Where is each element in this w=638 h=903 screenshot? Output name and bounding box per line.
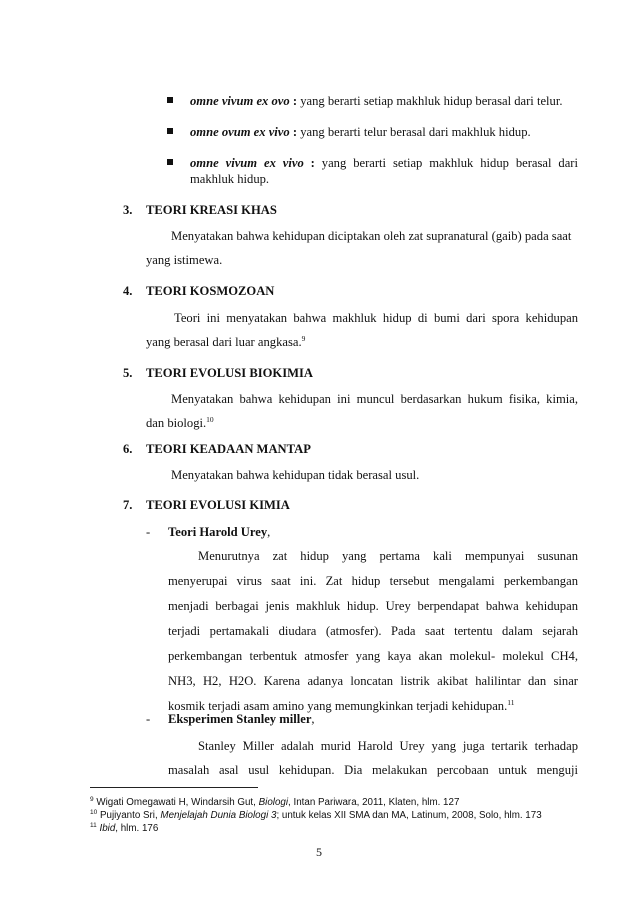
footnote — [90, 810, 542, 822]
bullet-line-2 — [190, 124, 531, 140]
title-suffix: , — [267, 525, 271, 539]
section-title: TEORI KREASI KHAS — [146, 203, 277, 217]
paragraph-line: Stanley Miller adalah murid Harold Urey yang juga tertarik terhadap — [198, 739, 578, 753]
subsection-title-line — [168, 711, 315, 727]
dash-marker: - — [146, 712, 151, 726]
paragraph-line: perkembangan terbentuk atmosfer yang kaya akan molekul- molekul CH4, — [168, 649, 578, 663]
footnote-divider — [90, 787, 258, 788]
bullet-icon — [167, 128, 173, 134]
paragraph-line: Menurutnya zat hidup yang pertama kali mempunyai susunan — [198, 549, 578, 563]
subsection-title: Eksperimen Stanley miller — [168, 712, 312, 726]
footnote-text: , Intan Pariwara, 2011, Klaten, hlm. 127 — [288, 797, 460, 808]
term-separator: : — [303, 156, 322, 170]
title-suffix: , — [311, 712, 315, 726]
section-body: Menyatakan bahwa kehidupan tidak berasal usul. — [171, 468, 420, 482]
section-number: 3. — [123, 203, 133, 217]
paragraph-line: NH3, H2, H2O. Karena adanya loncatan listrik akibat halilintar dan sinar — [168, 674, 578, 688]
paragraph-line: menyerupai virus saat ini. Zat hidup tersebut mengalami perkembangan — [168, 574, 578, 588]
footnote-title: Menjelajah Dunia Biologi 3 — [160, 810, 277, 821]
footnote-number: 10 — [90, 809, 98, 816]
footnote-ref: 11 — [507, 698, 515, 707]
section-body-cont — [146, 415, 214, 431]
footnote — [90, 797, 459, 809]
bullet-line-3-cont: makhluk hidup. — [190, 172, 270, 186]
section-number: 5. — [123, 366, 133, 380]
term-separator: : — [289, 125, 301, 139]
footnote-text: , hlm. 176 — [115, 823, 159, 834]
term-separator: : — [289, 94, 301, 108]
section-number: 4. — [123, 284, 133, 298]
section-title: TEORI KOSMOZOAN — [146, 284, 275, 298]
section-body-cont: yang istimewa. — [146, 253, 223, 267]
bullet-text: yang berarti setiap makhluk hidup berasal dari — [321, 156, 578, 170]
bullet-line-1 — [190, 93, 562, 109]
bullet-text: yang berarti setiap makhluk hidup berasal dari telur. — [300, 94, 563, 108]
latin-term: omne ovum ex vivo — [190, 125, 290, 139]
paragraph-line: menjadi berbagai jenis makhluk hidup. Urey berpendapat bahwa kehidupan — [168, 599, 578, 613]
section-title: TEORI KEADAAN MANTAP — [146, 442, 311, 456]
paragraph-line: terjadi pertamakali diudara (atmosfer). Pada saat tertentu dalam sejarah — [168, 624, 578, 638]
section-title: TEORI EVOLUSI KIMIA — [146, 498, 290, 512]
footnote-ref: 9 — [301, 334, 306, 343]
paragraph-line: masalah asal usul kehidupan. Dia melakukan percobaan untuk menguji — [168, 763, 578, 777]
latin-term: omne vivum ex ovo — [190, 94, 290, 108]
body-text: kosmik terjadi asam amino yang memungkinkan terjadi kehidupan. — [168, 699, 508, 713]
footnote — [90, 823, 158, 835]
section-number: 7. — [123, 498, 133, 512]
bullet-line-3 — [190, 155, 578, 171]
section-title: TEORI EVOLUSI BIOKIMIA — [146, 366, 314, 380]
section-body-cont — [146, 334, 305, 350]
body-text: yang berasal dari luar angkasa. — [146, 335, 302, 349]
footnote-number: 11 — [90, 822, 97, 829]
footnote-text: Pujiyanto Sri, — [99, 810, 161, 821]
bullet-icon — [167, 159, 173, 165]
subsection-title-line — [168, 524, 270, 540]
dash-marker: - — [146, 525, 151, 539]
footnote-title: Biologi — [258, 797, 289, 808]
footnote-ref: 10 — [206, 415, 214, 424]
section-number: 6. — [123, 442, 133, 456]
footnote-text: ; untuk kelas XII SMA dan MA, Latinum, 2008, Solo, hlm. 173 — [276, 810, 542, 821]
section-body: Menyatakan bahwa kehidupan diciptakan oleh zat supranatural (gaib) pada saat — [171, 229, 572, 243]
section-body: Teori ini menyatakan bahwa makhluk hidup di bumi dari spora kehidupan — [174, 311, 578, 325]
subsection-title: Teori Harold Urey — [168, 525, 268, 539]
section-body: Menyatakan bahwa kehidupan ini muncul berdasarkan hukum fisika, kimia, — [171, 392, 578, 406]
footnote-number: 9 — [90, 796, 94, 803]
bullet-icon — [167, 97, 173, 103]
body-text: dan biologi. — [146, 416, 207, 430]
footnote-title: Ibid — [99, 823, 116, 834]
bullet-text: yang berarti telur berasal dari makhluk hidup. — [300, 125, 531, 139]
page-number: 5 — [316, 845, 322, 859]
footnote-text: Wigati Omegawati H, Windarsih Gut, — [96, 797, 259, 808]
latin-term: omne vivum ex vivo — [190, 156, 304, 170]
